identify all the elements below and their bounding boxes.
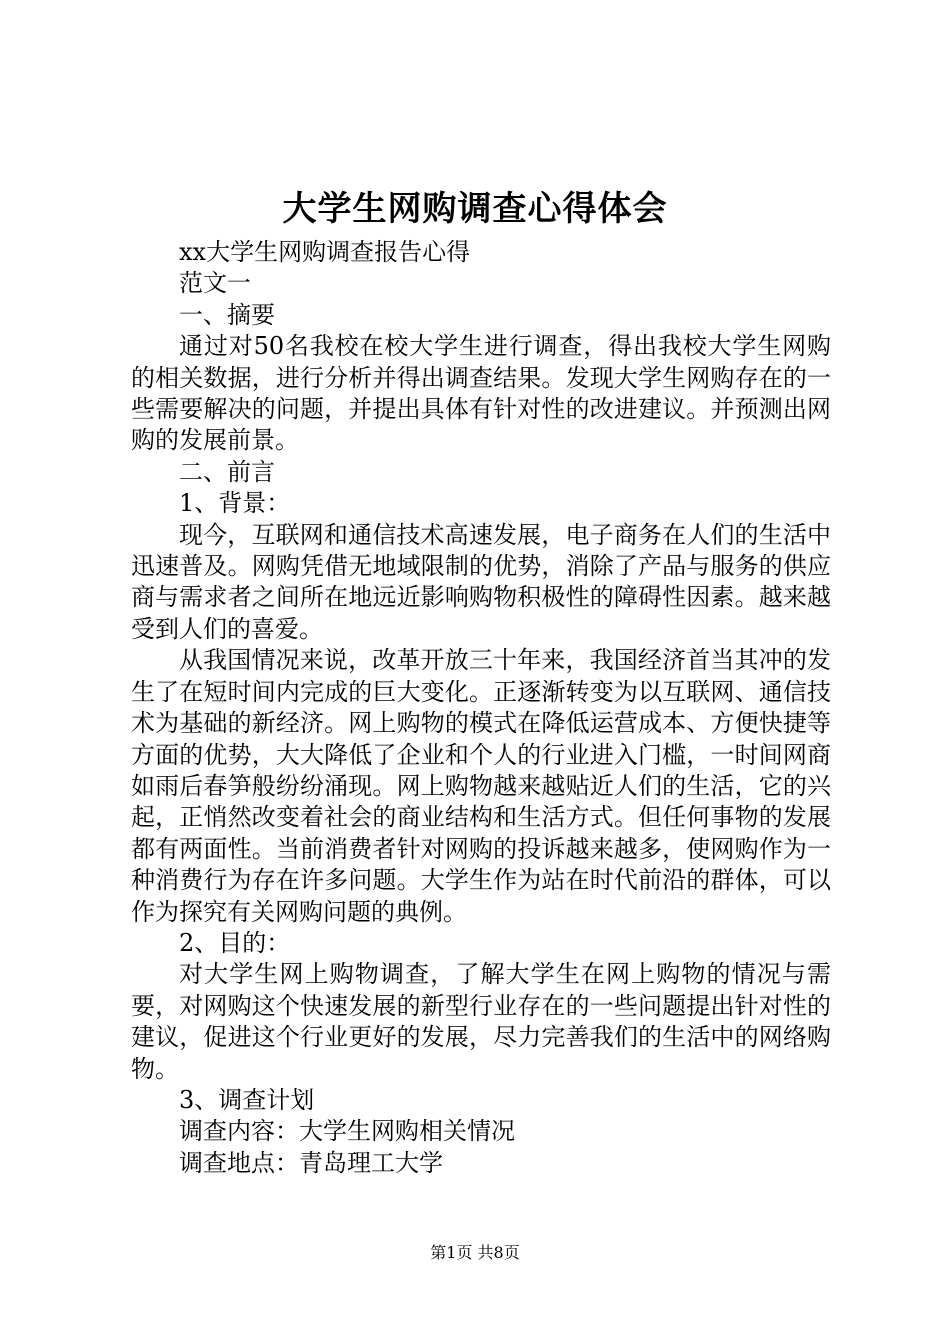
document-title: 大学生网购调查心得体会: [282, 189, 668, 229]
survey-content-line: 调查内容：大学生网购相关情况: [179, 1117, 515, 1146]
document-body: [131, 237, 831, 1179]
subheading-purpose: 2、目的：: [179, 928, 291, 957]
background-paragraph-2: 从我国情况来说，改革开放三十年来，我国经济首当其冲的发生了在短时间内完成的巨大变化。正逐渐转变为以互联网、通信技术为基础的新经济。网上购物的模式在降低运营成本、方便快捷等方面的优势，大大降低了企业和个人的行业进入门槛，一时间网商如雨后春笋般纷纷涌现。网上购物越来越贴近人们的生活，它的兴起，正悄然改变着社会的商业结构和生活方式。但任何事物的发展都有两面性。当前消费者针对网购的投诉越来越多，使网购作为一种消费行为存在许多问题。大学生作为站在时代前沿的群体，可以作为探究有关网购问题的典例。: [131, 646, 831, 926]
subheading-background: 1、背景：: [179, 489, 291, 518]
sample-label-paragraph: 范文一: [179, 269, 251, 298]
section-heading-abstract: 一、摘要: [179, 300, 275, 329]
page-footer: 第1页 共8页: [430, 1243, 520, 1262]
background-paragraph-1: 现今，互联网和通信技术高速发展，电子商务在人们的生活中迅速普及。网购凭借无地域限制的优势，消除了产品与服务的供应商与需求者之间所在地远近影响购物积极性的障碍性因素。越来越受到人们的喜爱。: [131, 520, 831, 643]
subheading-survey-plan: 3、调查计划: [179, 1085, 315, 1114]
survey-location-line: 调查地点：青岛理工大学: [179, 1148, 443, 1177]
purpose-paragraph: 对大学生网上购物调查，了解大学生在网上购物的情况与需要，对网购这个快速发展的新型行业存在的一些问题提出针对性的建议，促进这个行业更好的发展，尽力完善我们的生活中的网络购物。: [131, 960, 831, 1083]
section-heading-preface: 二、前言: [179, 457, 275, 486]
subtitle-paragraph: xx大学生网购调查报告心得: [179, 238, 471, 266]
abstract-paragraph: 通过对50名我校在校大学生进行调查，得出我校大学生网购的相关数据，进行分析并得出调查结果。发现大学生网购存在的一些需要解决的问题，并提出具体有针对性的改进建议。并预测出网购的发展前景。: [131, 332, 831, 455]
